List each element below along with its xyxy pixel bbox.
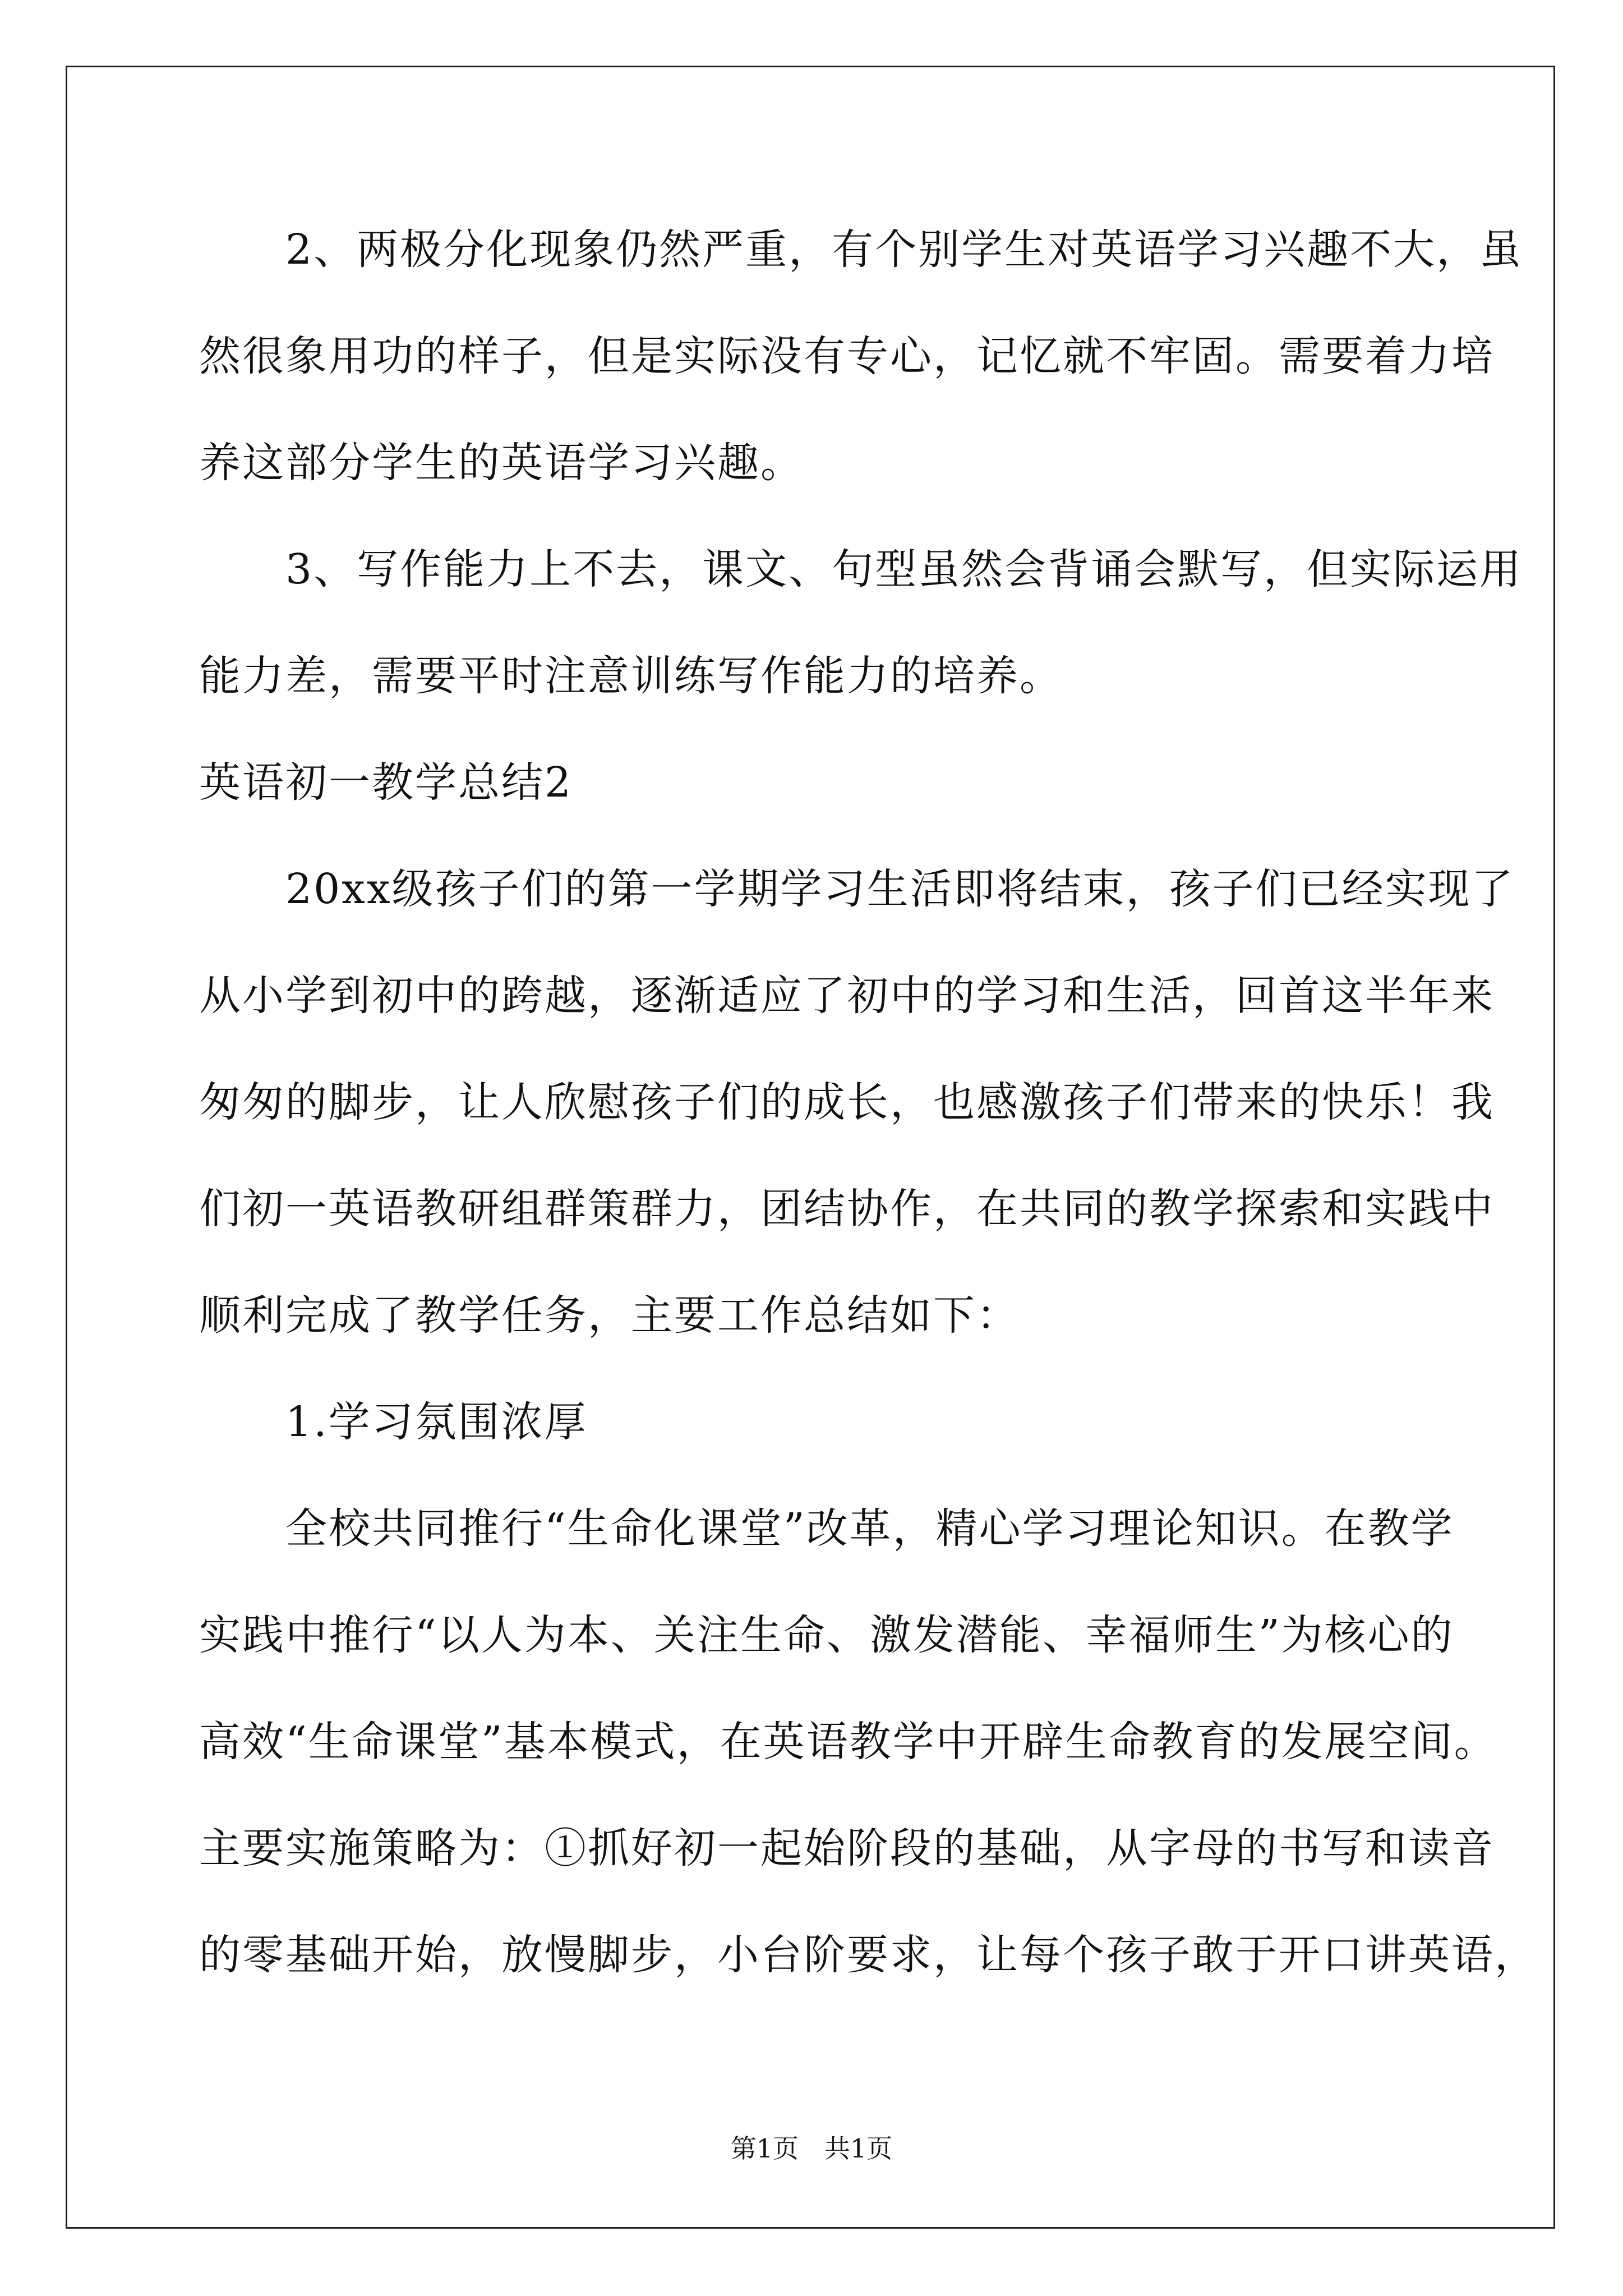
body-paragraph-line-3: 高效“生命课堂”基本模式，在英语教学中开辟生命教育的发展空间。	[199, 1718, 1497, 1766]
page-border	[66, 66, 1555, 2229]
paragraph-2-line-3: 养这部分学生的英语学习兴趣。	[199, 439, 804, 487]
paragraph-2-line-1: 2、两极分化现象仍然严重，有个别学生对英语学习兴趣不大，虽	[199, 226, 1523, 274]
subheading-1: 1.学习氛围浓厚	[199, 1398, 588, 1446]
intro-paragraph-line-5: 顺利完成了教学任务，主要工作总结如下：	[199, 1291, 1020, 1340]
section-heading: 英语初一教学总结2	[199, 758, 573, 807]
body-paragraph-line-1: 全校共同推行“生命化课堂”改革，精心学习理论知识。在教学	[199, 1504, 1454, 1553]
paragraph-3-line-1: 3、写作能力上不去，课文、句型虽然会背诵会默写，但实际运用	[199, 545, 1523, 593]
paragraph-2-line-2: 然很象用功的样子，但是实际没有专心，记忆就不牢固。需要着力培	[199, 332, 1495, 380]
body-paragraph-line-2: 实践中推行“以人为本、关注生命、激发潜能、幸福师生”为核心的	[199, 1611, 1454, 1659]
intro-paragraph-line-3: 匆匆的脚步，让人欣慰孩子们的成长，也感激孩子们带来的快乐！我	[199, 1078, 1495, 1126]
intro-paragraph-line-4: 们初一英语教研组群策群力，团结协作，在共同的教学探索和实践中	[199, 1185, 1495, 1233]
body-paragraph-line-5: 的零基础开始，放慢脚步，小台阶要求，让每个孩子敢于开口讲英语，	[199, 1931, 1538, 1979]
page-number-footer: 第1页 共1页	[730, 2133, 893, 2164]
intro-paragraph-line-2: 从小学到初中的跨越，逐渐适应了初中的学习和生活，回首这半年来	[199, 972, 1495, 1020]
body-paragraph-line-4: 主要实施策略为：①抓好初一起始阶段的基础，从字母的书写和读音	[199, 1824, 1495, 1872]
intro-paragraph-line-1: 20xx级孩子们的第一学期学习生活即将结束，孩子们已经实现了	[199, 865, 1515, 913]
paragraph-3-line-2: 能力差，需要平时注意训练写作能力的培养。	[199, 652, 1063, 700]
